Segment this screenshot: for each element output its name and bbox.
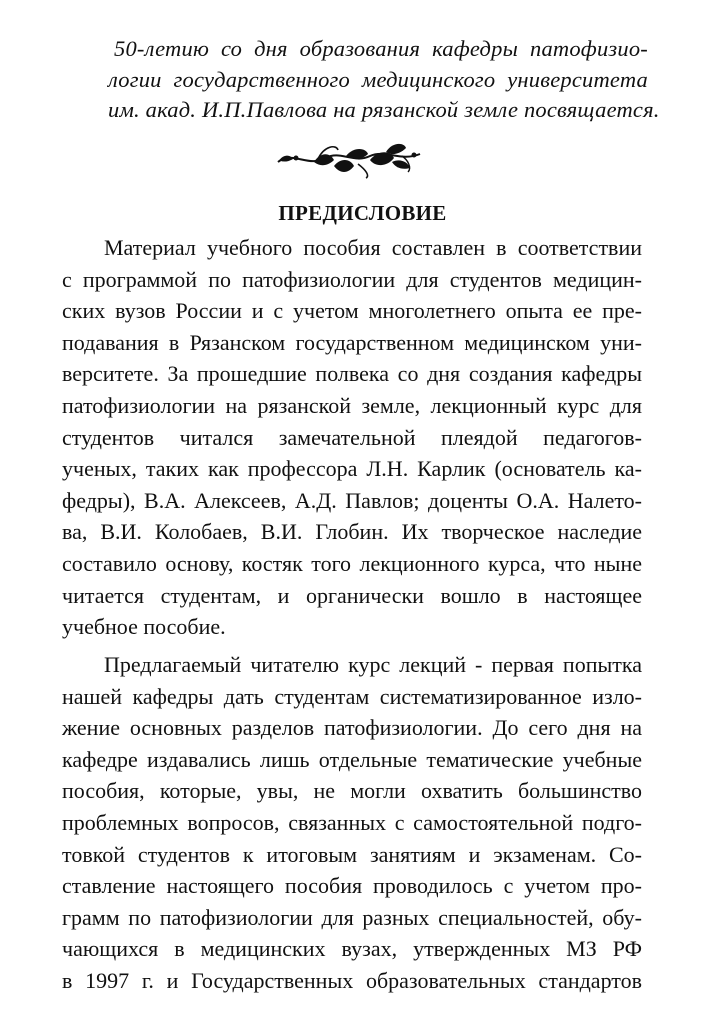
text-line: грамм по патофизиологии для разных специальностей, обу-	[62, 904, 642, 930]
text-line: проблемных вопросов, связанных с самостоятельной подго-	[62, 809, 642, 835]
text-line: ва, В.И. Колобаев, В.И. Глобин. Их творческое наследие	[62, 519, 642, 545]
text-line: федры), В.А. Алексеев, А.Д. Павлов; доценты О.А. Налето-	[62, 487, 642, 513]
dedication	[108, 34, 660, 126]
text-line: жение основных разделов патофизиологии. До сего дня на	[62, 715, 642, 741]
text-line: читается студентам, и органически вошло в настоящее	[62, 582, 642, 608]
paragraph	[62, 649, 642, 997]
text-line: студентов читался замечательной плеядой педагогов-	[62, 424, 642, 450]
text-line: с программой по патофизиологии для студентов медицин-	[62, 266, 642, 292]
text-line: Материал учебного пособия составлен в соответствии	[104, 235, 642, 260]
text-line: товкой студентов к итоговым занятиям и экзаменам. Со-	[62, 841, 642, 867]
text-line: верситете. За прошедшие полвека со дня создания кафедры	[62, 361, 642, 387]
text-line: Предлагаемый читателю курс лекций - первая попытка	[104, 652, 642, 677]
text-line: ских вузов России и с учетом многолетнего опыта ее пре-	[62, 298, 642, 324]
text-line: чающихся в медицинских вузах, утвержденных МЗ РФ	[62, 936, 642, 962]
floral-vine-ornament-icon	[274, 138, 424, 180]
text-line: учебное пособие.	[62, 614, 226, 640]
section-heading: ПРЕДИСЛОВИЕ	[278, 201, 447, 225]
text-line: пособия, которые, увы, не могли охватить большинство	[62, 778, 642, 804]
text-line: ставление настоящего пособия проводилось с учетом про-	[62, 873, 642, 899]
dedication-line: им. акад. И.П.Павлова на рязанской земле посвящается.	[108, 97, 660, 122]
text-line: составило основу, костяк того лекционного курса, что ныне	[62, 550, 642, 576]
paragraph	[62, 232, 642, 643]
dedication-line: логии государственного медицинского университета	[108, 66, 648, 92]
text-line: в 1997 г. и Государственных образовательных стандартов	[62, 967, 642, 993]
text-line: кафедре издавались лишь отдельные тематические учебные	[62, 746, 642, 772]
text-line: ученых, таких как профессора Л.Н. Карлик (основатель ка-	[62, 456, 642, 482]
text-line: подавания в Рязанском государственном медицинском уни-	[62, 329, 642, 355]
text-line: патофизиологии на рязанской земле, лекционный курс для	[62, 392, 642, 418]
dedication-line: 50-летию со дня образования кафедры патофизио-	[114, 36, 648, 61]
text-line: нашей кафедры дать студентам систематизированное изло-	[62, 683, 642, 709]
